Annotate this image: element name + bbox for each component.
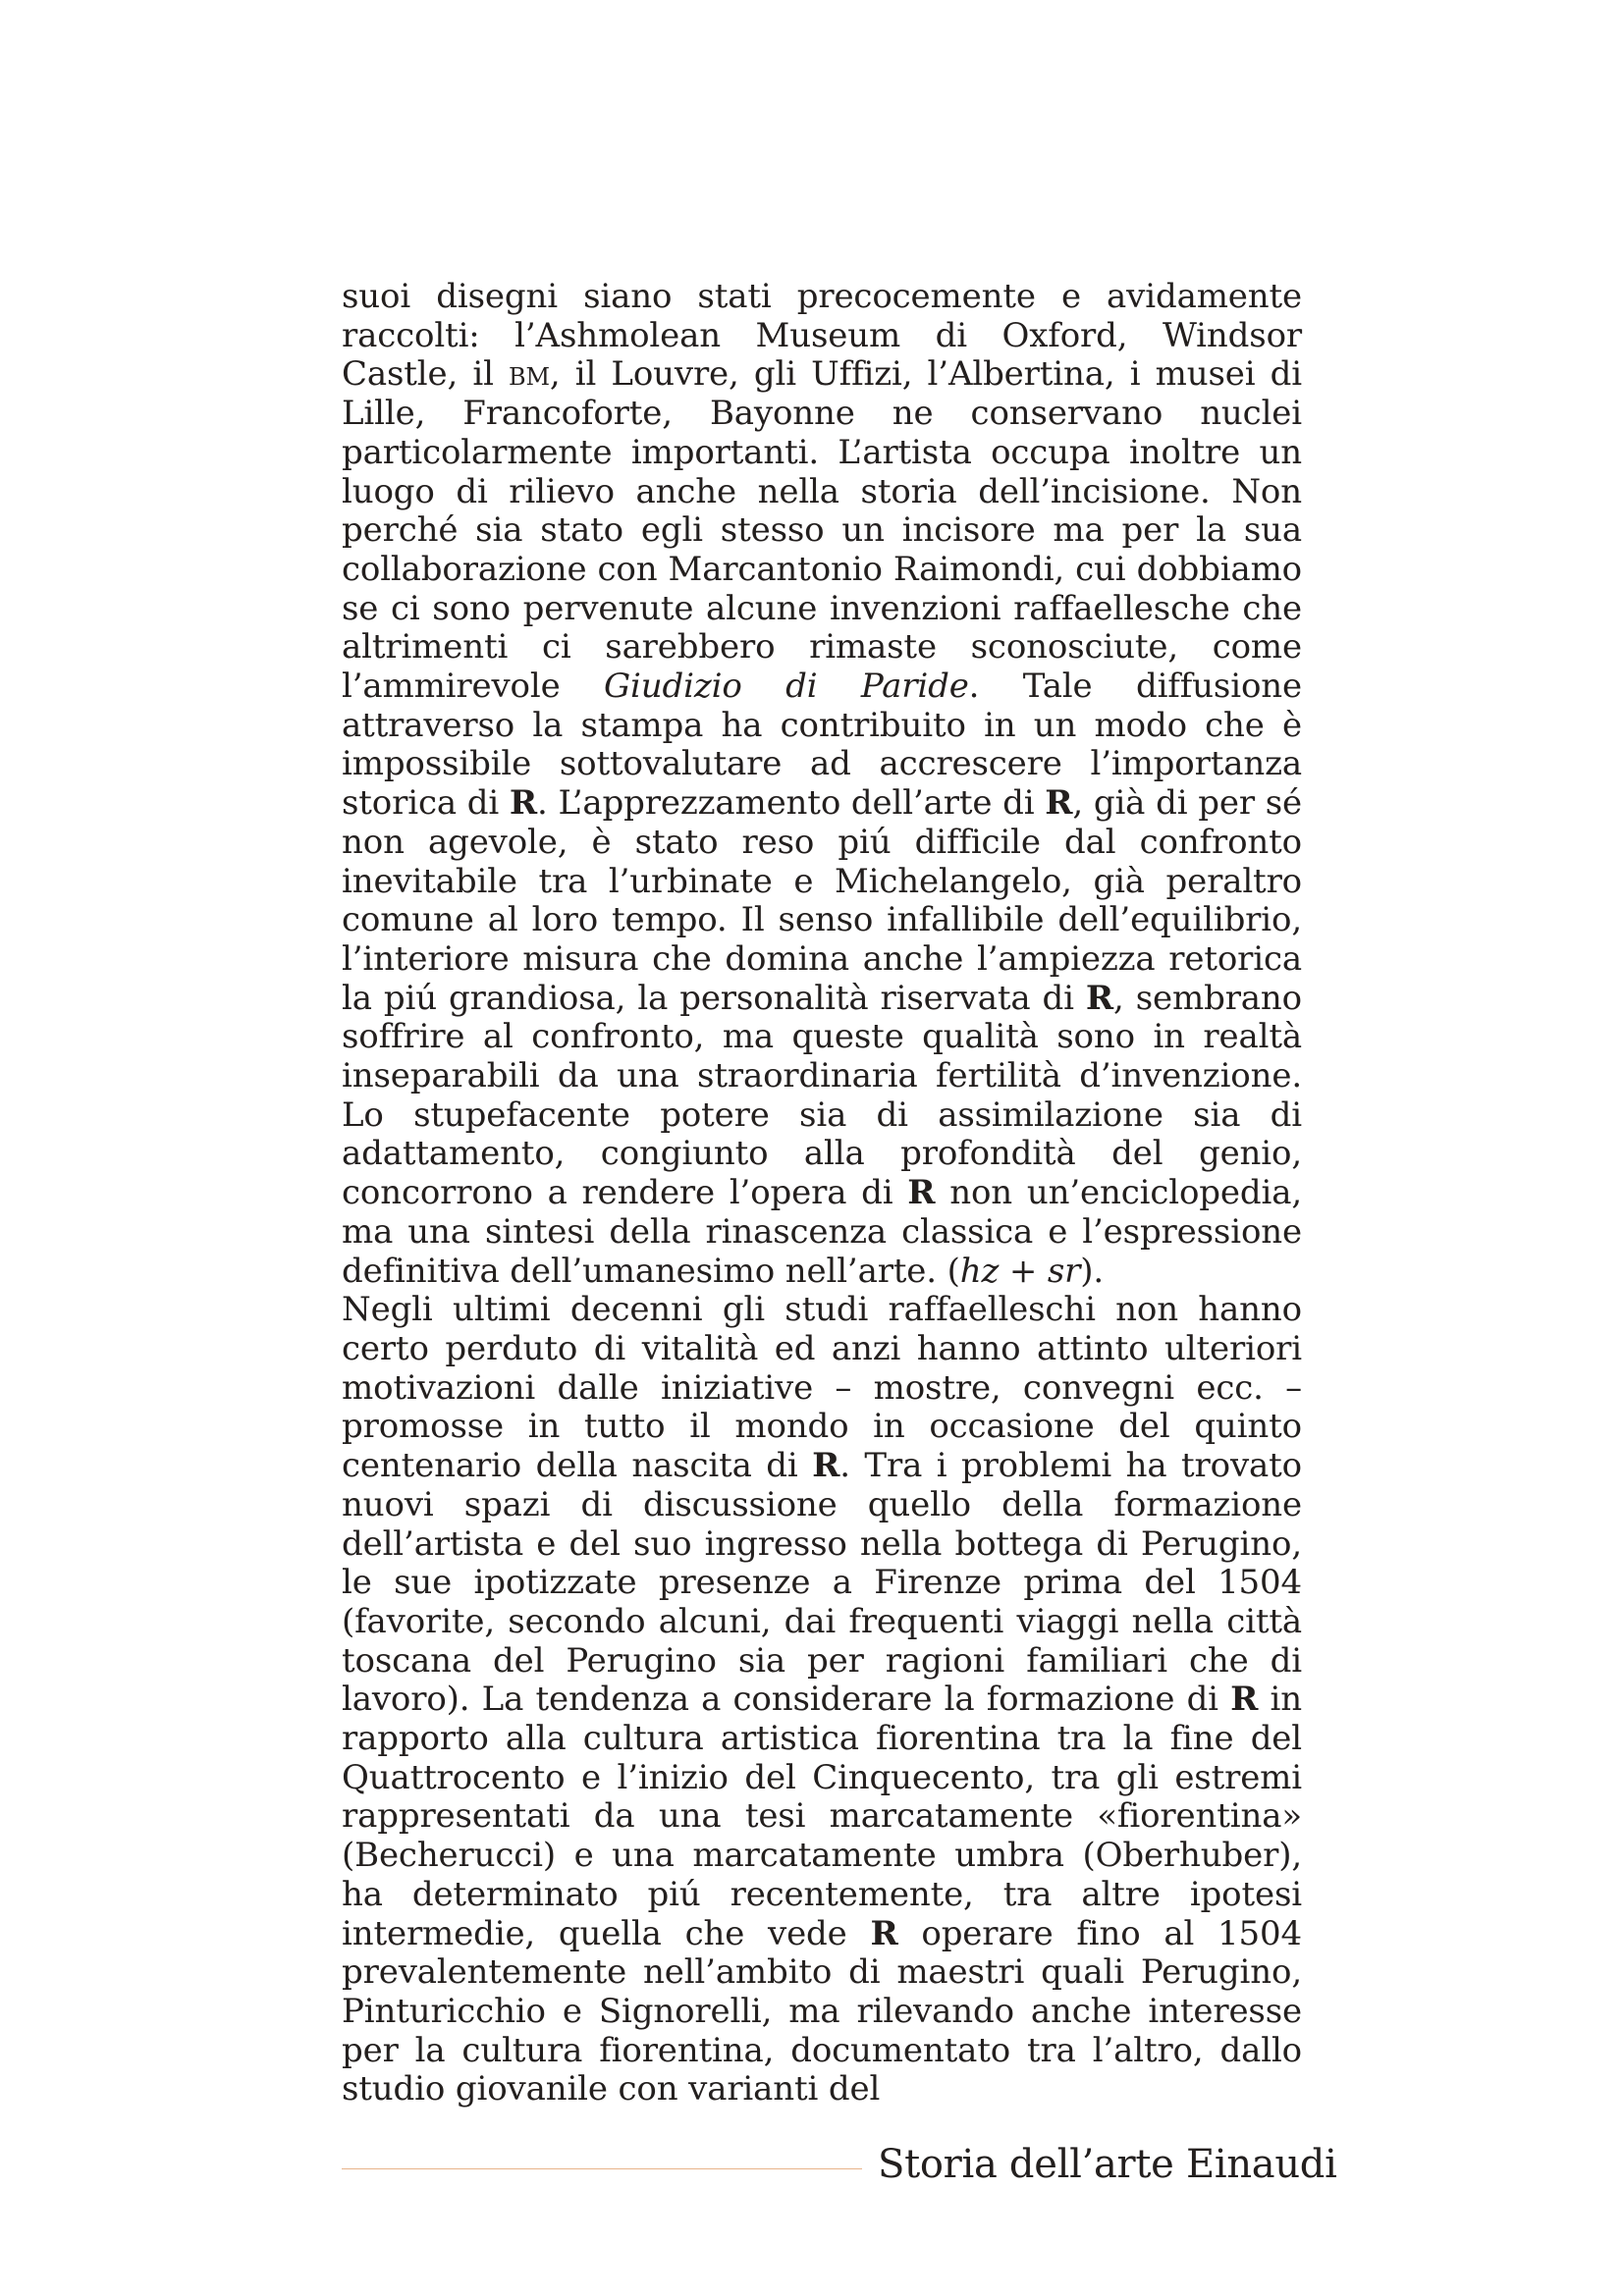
text-run: , già di per sé non agevole, è stato reso piú difficile dal confronto inevitabile tra l’urbinate e Michelangelo, già peraltro comune al loro tempo. Il senso infallibile dell’equilibrio, l’interiore misura che domina anche l’ampiezza retorica la piú grandiosa, la personalità riservata di — [342, 783, 1303, 1018]
text-run: non un’enciclopedia, ma una sintesi della rinascenza classica e l’espressione definitiva dell’umanesimo nell’arte. ( — [342, 1173, 1302, 1291]
abbreviation-bm: bm — [508, 354, 550, 395]
subject-abbreviation: R — [907, 1173, 936, 1213]
artwork-title: Giudizio di Paride — [604, 667, 969, 707]
paragraph-1 — [342, 278, 1302, 1291]
body-text — [342, 278, 1302, 2109]
footer-divider — [342, 2168, 862, 2169]
text-run: ). — [1080, 1251, 1105, 1291]
subject-abbreviation: R — [870, 1913, 898, 1953]
subject-abbreviation: R — [1230, 1680, 1259, 1720]
text-run: . Tale diffusione attraverso la stampa ha contribuito in un modo che è impossibile sottovalutare ad accrescere l’importanza storica di — [342, 667, 1302, 824]
text-run: Negli ultimi decenni gli studi raffaelleschi non hanno certo perduto di vitalità ed anzi hanno attinto ulteriori motivazioni dalle iniziative – mostre, convegni ecc. – promosse in tutto il mondo in occasione del quinto centenario della nascita di — [342, 1290, 1302, 1486]
subject-abbreviation: R — [509, 783, 538, 824]
subject-abbreviation: R — [1045, 783, 1073, 824]
subject-abbreviation: R — [812, 1446, 840, 1486]
footer-publication-title: Storia dell’arte Einaudi — [878, 2142, 1337, 2187]
text-run: . L’apprezzamento dell’arte di — [537, 783, 1046, 824]
text-run: , il Louvre, gli Uffizi, l’Albertina, i musei di Lille, Francoforte, Bayonne ne conservano nuclei particolarmente importanti. L’artista occupa inoltre un luogo di rilievo anche nella storia dell’incisione. Non perché sia stato egli stesso un incisore ma per la sua collaborazione con Marcantonio Raimondi, cui dobbiamo se ci sono pervenute alcune invenzioni raffaellesche che altrimenti ci sarebbero rimaste sconosciute, come l’ammirevole — [342, 354, 1302, 707]
text-run: , sembrano soffrire al confronto, ma queste qualità sono in realtà inseparabili da una straordinaria fertilità d’invenzione. Lo stupefacente potere sia di assimilazione sia di adattamento, congiunto alla profondità del genio, concorrono a rendere l’opera di — [342, 978, 1302, 1213]
paragraph-2 — [342, 1291, 1302, 2109]
text-run: . Tra i problemi ha trovato nuovi spazi di discussione quello della formazione dell’artista e del suo ingresso nella bottega di Perugino, le sue ipotizzate presenze a Firenze prima del 1504 (favorite, secondo alcuni, dai frequenti viaggi nella città toscana del Perugino sia per ragioni familiari che di lavoro). La tendenza a considerare la formazione di — [342, 1446, 1302, 1720]
text-run: suoi disegni siano stati precocemente e avidamente raccolti: l’Ashmolean Museum di Oxford, Windsor Castle, il — [342, 277, 1302, 395]
subject-abbreviation: R — [1085, 978, 1114, 1018]
author-initials: hz + sr — [959, 1251, 1081, 1291]
text-run: operare fino al 1504 prevalentemente nell’ambito di maestri quali Perugino, Pinturicchio e Signorelli, ma rilevando anche interesse per la cultura fiorentina, documentato tra l’altro, dallo studio giovanile con varianti del — [342, 1913, 1302, 2109]
text-run: in rapporto alla cultura artistica fiorentina tra la fine del Quattrocento e l’inizio del Cinquecento, tra gli estremi rappresentati da una tesi marcatamente «fiorentina» (Becherucci) e una marcatamente umbra (Oberhuber), ha determinato piú recentemente, tra altre ipotesi intermedie, quella che vede — [342, 1680, 1303, 1953]
